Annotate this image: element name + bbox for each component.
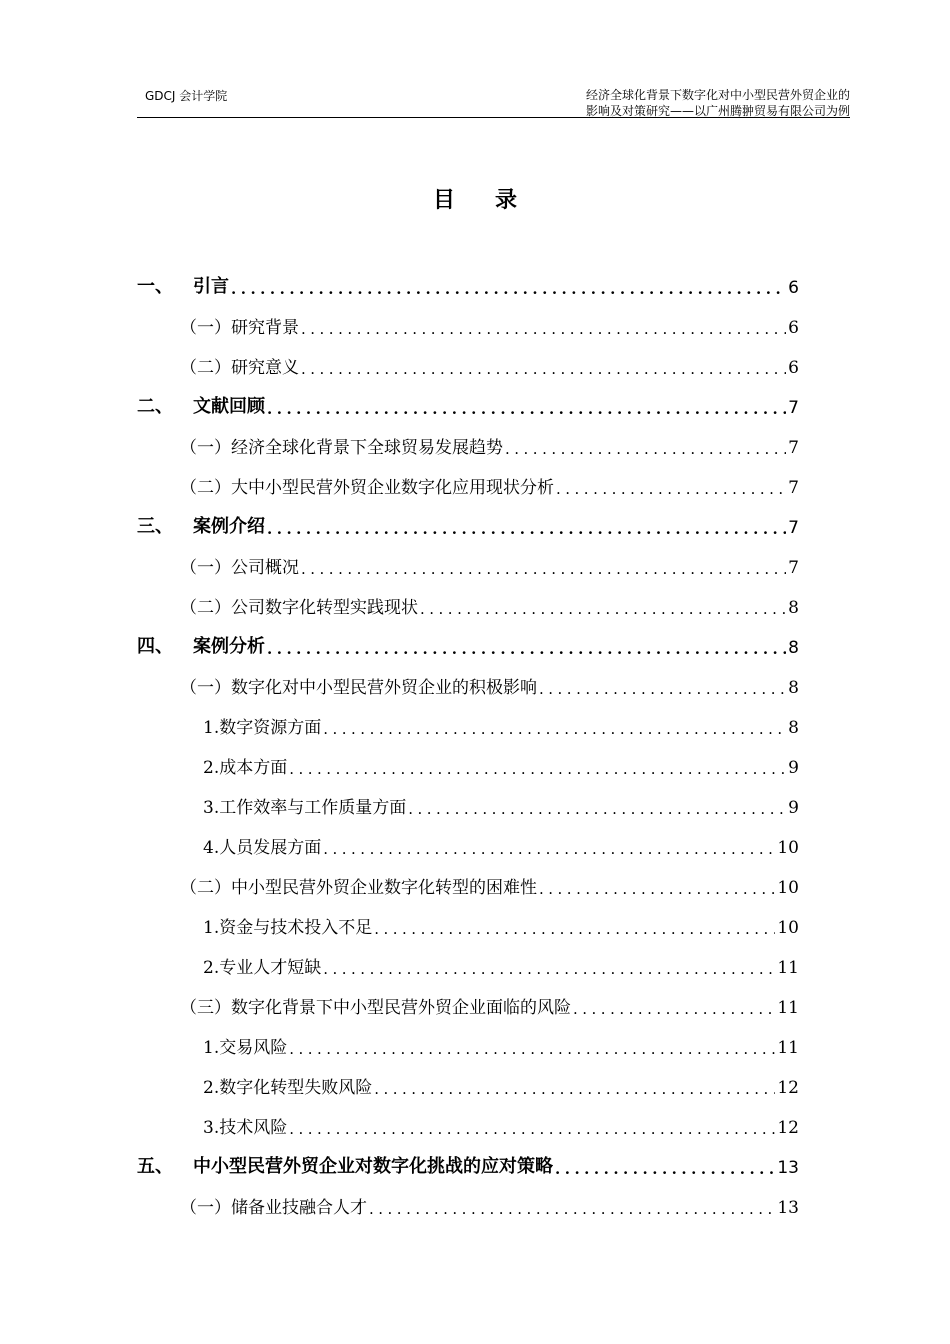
toc-entry-page: 12	[777, 1078, 799, 1098]
toc-entry-page: 10	[777, 878, 799, 898]
toc-entry-page: 9	[788, 798, 799, 818]
toc-entry-page: 7	[788, 398, 799, 418]
toc-entry-title: （一）公司概况	[180, 558, 299, 578]
toc-entry-page: 9	[788, 758, 799, 778]
toc-dot-leader	[539, 880, 775, 898]
toc-entry-title: 引言	[193, 276, 229, 297]
toc-entry-title: 2.成本方面	[203, 758, 288, 778]
toc-entry[interactable]	[137, 818, 799, 858]
toc-entry-title: （二）中小型民营外贸企业数字化转型的困难性	[180, 878, 537, 898]
toc-dot-leader	[420, 600, 786, 618]
toc-entry-title: 中小型民营外贸企业对数字化挑战的应对策略	[193, 1156, 553, 1177]
toc-dot-leader	[301, 360, 786, 378]
header-right-line2: 影响及对策研究——以广州腾翀贸易有限公司为例	[585, 104, 850, 118]
toc-entry-page: 6	[788, 318, 799, 338]
toc-entry-page: 8	[788, 678, 799, 698]
toc-dot-leader	[323, 720, 786, 738]
toc-entry-page: 8	[788, 598, 799, 618]
toc-entry[interactable]	[137, 298, 799, 338]
toc-entry[interactable]	[137, 938, 799, 978]
toc-entry-number: 四、	[137, 636, 173, 657]
toc-entry-page: 7	[788, 518, 799, 538]
toc-dot-leader	[267, 640, 786, 658]
toc-entry[interactable]	[137, 738, 799, 778]
toc-entry-page: 7	[788, 558, 799, 578]
toc-entry-page: 7	[788, 438, 799, 458]
toc-entry[interactable]	[137, 1018, 799, 1058]
toc-entry[interactable]	[137, 258, 799, 298]
toc-entry-page: 13	[777, 1158, 799, 1178]
toc-dot-leader	[374, 920, 775, 938]
toc-entry-title: （二）研究意义	[180, 358, 299, 378]
toc-entry-number: 五、	[137, 1156, 173, 1177]
header-right	[586, 87, 850, 119]
toc-dot-leader	[267, 520, 786, 538]
toc-entry[interactable]	[137, 378, 799, 418]
toc-entry-title: （二）大中小型民营外贸企业数字化应用现状分析	[180, 478, 554, 498]
toc-entry[interactable]	[137, 858, 799, 898]
toc-entry-title: 案例介绍	[193, 516, 265, 537]
toc-dot-leader	[267, 400, 786, 418]
toc-entry[interactable]	[137, 418, 799, 458]
toc-entry-title: 2.数字化转型失败风险	[203, 1078, 373, 1098]
toc-entry[interactable]	[137, 538, 799, 578]
toc-entry[interactable]	[137, 898, 799, 938]
toc-entry-page: 11	[777, 998, 799, 1018]
toc-entry-title: 1.资金与技术投入不足	[203, 918, 373, 938]
toc-entry-title: 3.工作效率与工作质量方面	[203, 798, 407, 818]
toc-entry-title: （二）公司数字化转型实践现状	[180, 598, 418, 618]
toc-entry-title: （一）经济全球化背景下全球贸易发展趋势	[180, 438, 503, 458]
toc-entry-title: （一）研究背景	[180, 318, 299, 338]
toc-entry-title: 1.交易风险	[203, 1038, 288, 1058]
toc-entry-page: 11	[777, 1038, 799, 1058]
toc-entry-page: 7	[788, 478, 799, 498]
toc-entry[interactable]	[137, 1138, 799, 1178]
header-right-line1: 经济全球化背景下数字化对中小型民营外贸企业的	[585, 88, 850, 102]
toc-entry-page: 6	[788, 278, 799, 298]
toc-entry[interactable]	[137, 1098, 799, 1138]
toc-dot-leader	[289, 1040, 775, 1058]
toc-entry-title: （一）数字化对中小型民营外贸企业的积极影响	[180, 678, 537, 698]
toc-entry[interactable]	[137, 1178, 799, 1218]
toc-dot-leader	[573, 1000, 775, 1018]
toc-dot-leader	[289, 1120, 775, 1138]
toc-entry-page: 8	[788, 718, 799, 738]
toc-entry-title: 4.人员发展方面	[203, 838, 322, 858]
toc-entry-number: 三、	[137, 516, 173, 537]
toc-dot-leader	[323, 960, 775, 978]
toc-dot-leader	[539, 680, 786, 698]
toc-entry[interactable]	[137, 618, 799, 658]
toc-dot-leader	[301, 560, 786, 578]
toc-entry[interactable]	[137, 578, 799, 618]
page-title: 目录	[432, 188, 557, 213]
toc-entry[interactable]	[137, 338, 799, 378]
toc-entry-number: 一、	[137, 276, 173, 297]
toc-dot-leader	[301, 320, 786, 338]
toc-entry-page: 8	[788, 638, 799, 658]
toc-dot-leader	[323, 840, 775, 858]
toc-entry-page: 13	[777, 1198, 799, 1218]
toc-dot-leader	[556, 480, 786, 498]
toc-entry[interactable]	[137, 498, 799, 538]
toc-dot-leader	[231, 280, 786, 298]
toc-entry[interactable]	[137, 1058, 799, 1098]
toc-entry-title: （一）储备业技融合人才	[180, 1198, 367, 1218]
toc-entry-title: 案例分析	[193, 636, 265, 657]
table-of-contents	[137, 258, 799, 1218]
toc-entry[interactable]	[137, 658, 799, 698]
toc-dot-leader	[369, 1200, 775, 1218]
toc-entry-title: 文献回顾	[193, 396, 265, 417]
toc-entry[interactable]	[137, 458, 799, 498]
toc-dot-leader	[374, 1080, 775, 1098]
toc-entry-page: 12	[777, 1118, 799, 1138]
toc-entry-title: （三）数字化背景下中小型民营外贸企业面临的风险	[180, 998, 571, 1018]
toc-entry-page: 10	[777, 838, 799, 858]
header-left: GDCJ 会计学院	[145, 89, 228, 103]
toc-entry-page: 6	[788, 358, 799, 378]
header-rule	[137, 117, 850, 118]
toc-dot-leader	[555, 1160, 775, 1178]
toc-entry-title: 2.专业人才短缺	[203, 958, 322, 978]
toc-entry[interactable]	[137, 778, 799, 818]
toc-entry-title: 3.技术风险	[203, 1118, 288, 1138]
toc-entry[interactable]	[137, 978, 799, 1018]
toc-dot-leader	[408, 800, 786, 818]
toc-dot-leader	[289, 760, 786, 778]
toc-entry-number: 二、	[137, 396, 173, 417]
toc-dot-leader	[505, 440, 786, 458]
toc-entry-title: 1.数字资源方面	[203, 718, 322, 738]
toc-entry[interactable]	[137, 698, 799, 738]
toc-entry-page: 10	[777, 918, 799, 938]
toc-entry-page: 11	[777, 958, 799, 978]
